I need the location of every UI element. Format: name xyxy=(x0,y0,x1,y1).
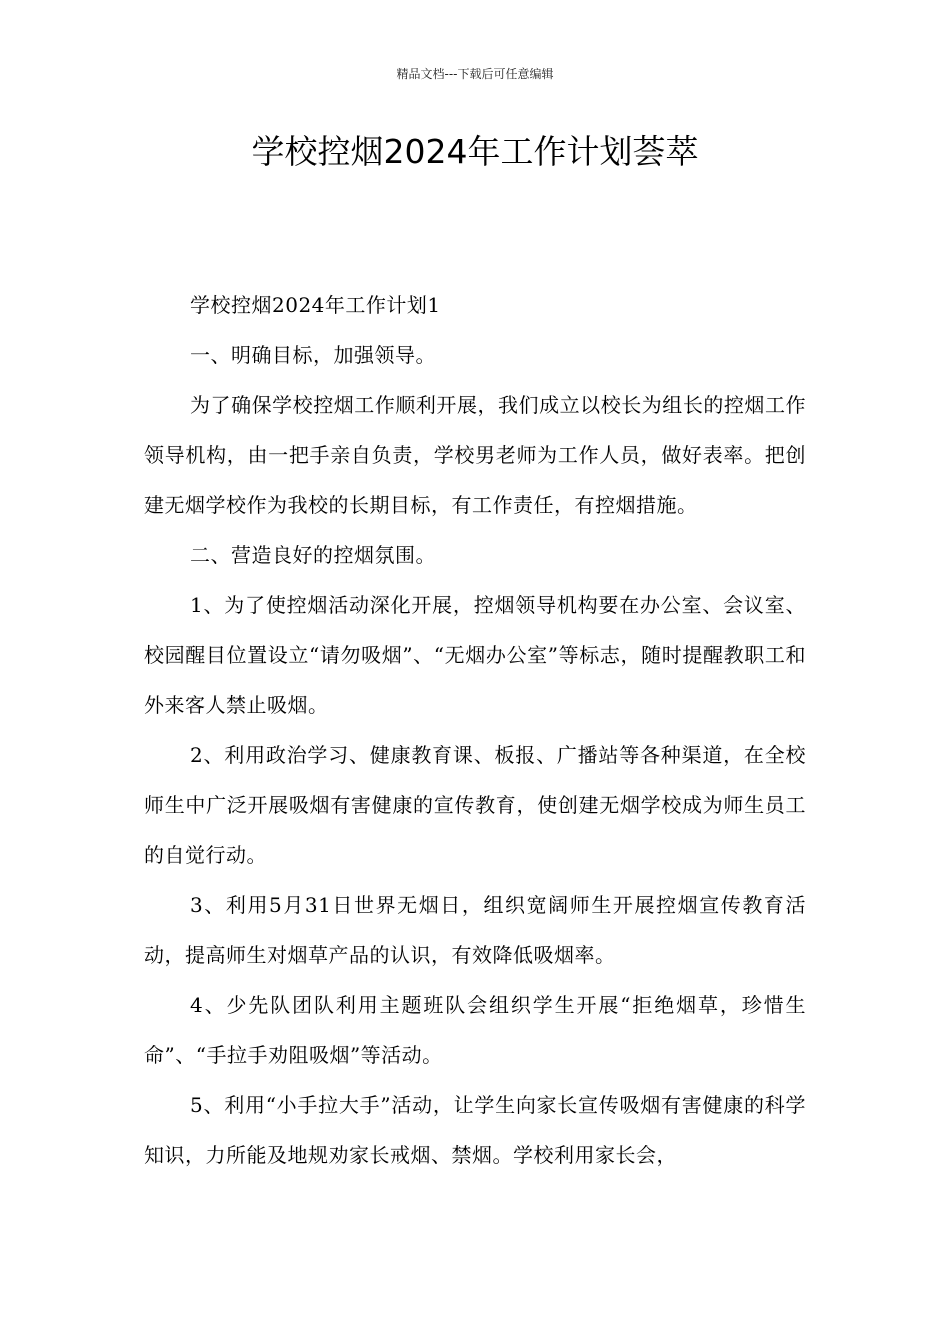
paragraph-section-1-heading: 一、明确目标，加强领导。 xyxy=(190,343,436,367)
paragraph-item-2: 2、利用政治学习、健康教育课、板报、广播站等各种渠道，在全校师生中广泛开展吸烟有害健康的宣传教育，使创建无烟学校成为师生员工的自觉行动。 xyxy=(144,743,806,867)
paragraph-item-1: 1、为了使控烟活动深化开展，控烟领导机构要在办公室、会议室、校园醒目位置设立“请勿吸烟”、“无烟办公室”等标志，随时提醒教职工和外来客人禁止吸烟。 xyxy=(144,593,806,717)
paragraph-item-4: 4、少先队团队利用主题班队会组织学生开展“拒绝烟草，珍惜生命”、“手拉手劝阻吸烟”等活动。 xyxy=(144,993,806,1067)
paragraph-item-5: 5、利用“小手拉大手”活动，让学生向家长宣传吸烟有害健康的科学知识，力所能及地规劝家长戒烟、禁烟。学校利用家长会， xyxy=(144,1093,806,1167)
document-title: 学校控烟2024年工作计划荟萃 xyxy=(251,132,699,171)
paragraph-plan-heading: 学校控烟2024年工作计划1 xyxy=(190,293,441,317)
document-body xyxy=(144,280,806,1180)
paragraph-item-3: 3、利用5月31日世界无烟日，组织宽阔师生开展控烟宣传教育活动，提高师生对烟草产品的认识，有效降低吸烟率。 xyxy=(144,893,806,967)
paragraph-section-1-body: 为了确保学校控烟工作顺利开展，我们成立以校长为组长的控烟工作领导机构，由一把手亲自负责，学校男老师为工作人员，做好表率。把创建无烟学校作为我校的长期目标，有工作责任，有控烟措施。 xyxy=(144,393,806,517)
paragraph-section-2-heading: 二、营造良好的控烟氛围。 xyxy=(190,543,436,567)
header-note: 精品文档---下载后可任意编辑 xyxy=(396,67,554,81)
